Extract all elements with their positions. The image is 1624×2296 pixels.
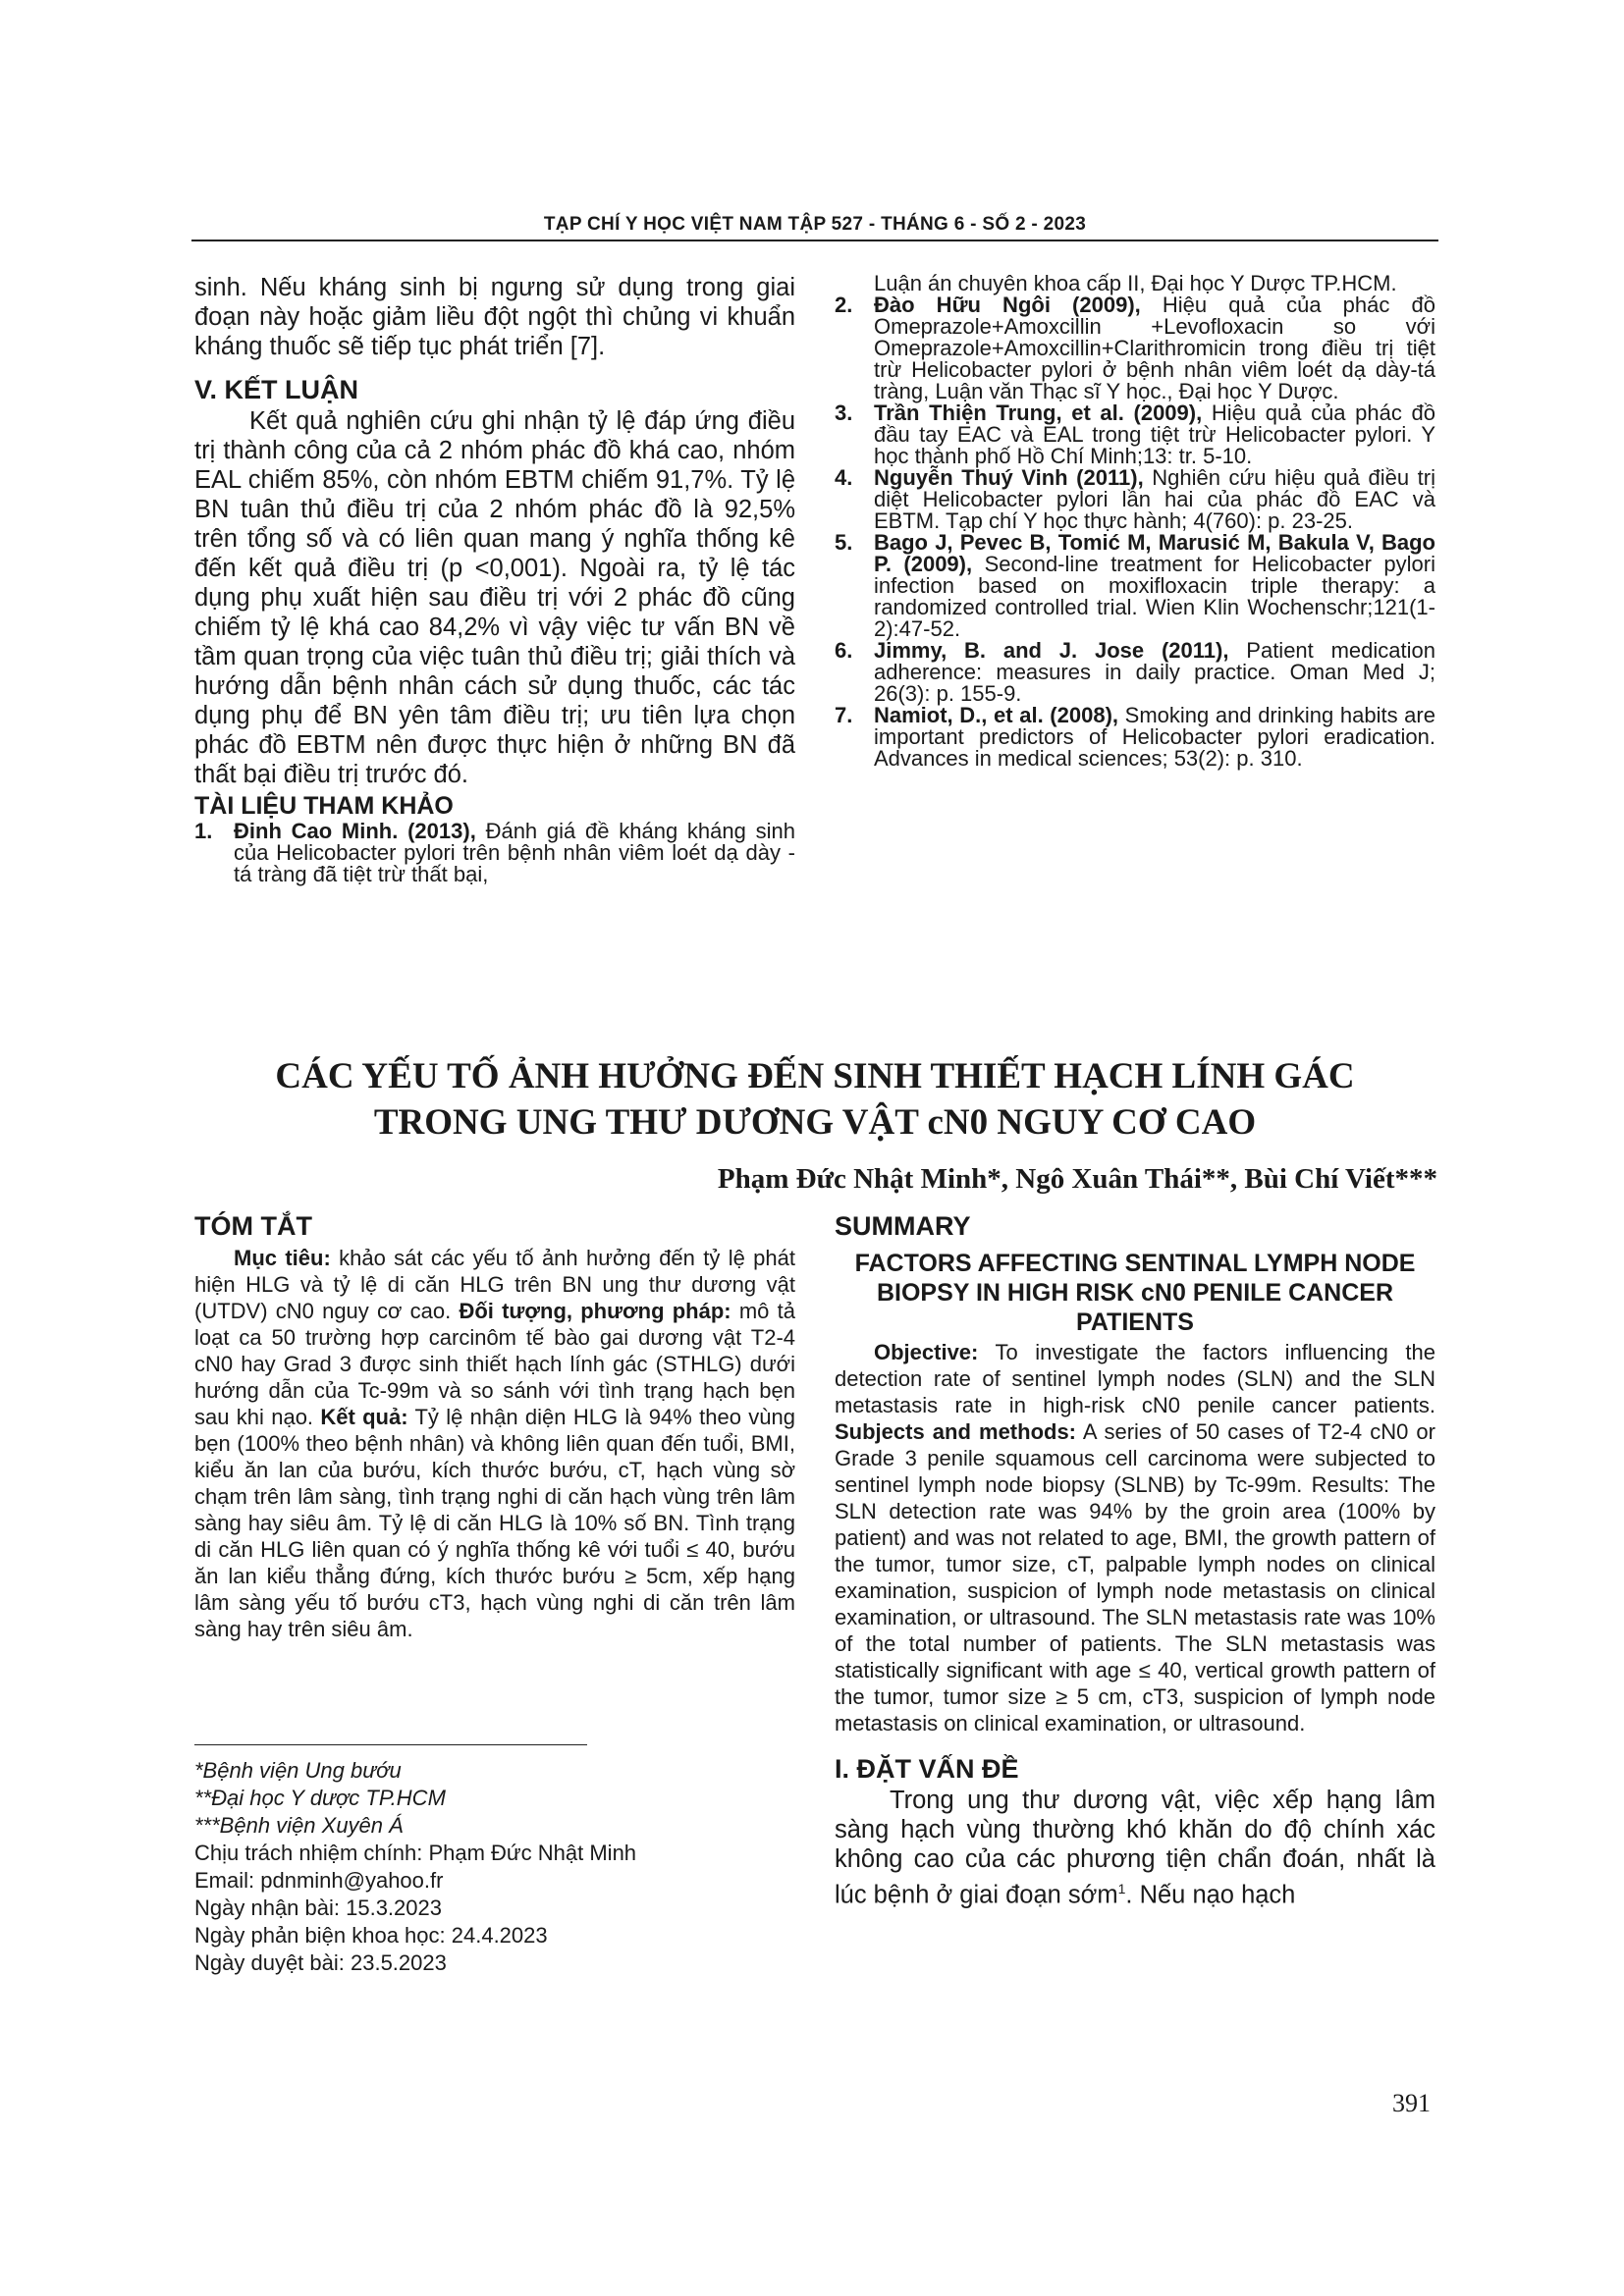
- article-title-line-2: TRONG UNG THƯ DƯƠNG VẬT cN0 NGUY CƠ CAO: [373, 1102, 1257, 1143]
- header-rule: [191, 240, 1438, 241]
- reference-text: [874, 705, 1435, 770]
- reference-detail: Hiệu quả của phác đồ đầu tay EAC và EAL trong tiệt trừ Helicobacter pylori. Y học thành phố Hồ Chí Minh;13: tr. 5-10.: [874, 400, 1435, 468]
- objective-text: khảo sát các yếu tố ảnh hưởng đến tỷ lệ phát hiện HLG và tỷ lệ di căn HLG trên BN ung thư dương vật (UTDV) cN0 nguy cơ cao.: [194, 1246, 795, 1323]
- reference-number: 6.: [835, 638, 853, 663]
- reference-number: 5.: [835, 530, 853, 555]
- article-title-line-1: CÁC YẾU TỐ ẢNH HƯỞNG ĐẾN SINH THIẾT HẠCH LÍNH GÁC: [275, 1056, 1355, 1096]
- summary-title: FACTORS AFFECTING SENTINAL LYMPH NODE BIOPSY IN HIGH RISK cN0 PENILE CANCER PATIENTS: [854, 1250, 1416, 1336]
- reference-detail: Nghiên cứu hiệu quả điều trị diệt Helicobacter pylori lần hai của phác đồ EAC và EBTM. Tạp chí Y học thực hành; 4(760): p. 23-25.: [874, 465, 1435, 533]
- conclusion-heading: V. KẾT LUẬN: [194, 375, 359, 404]
- references-right-column: [835, 273, 1435, 770]
- reference-number: 3.: [835, 400, 853, 425]
- reference-text: [234, 821, 795, 885]
- reference-authors: Namiot, D., et al. (2008),: [874, 703, 1119, 727]
- date-reviewed: Ngày phản biện khoa học: 24.4.2023: [194, 1923, 548, 1948]
- reference-continued: Luận án chuyên khoa cấp II, Đại học Y Dược TP.HCM.: [874, 271, 1397, 295]
- affiliation-1: *Bệnh viện Ung bướu: [194, 1758, 402, 1783]
- abstract-vi-body: [194, 1245, 795, 1642]
- article-authors: Phạm Đức Nhật Minh*, Ngô Xuân Thái**, Bùi Chí Viết***: [717, 1163, 1437, 1195]
- reference-text: [874, 294, 1435, 402]
- reference-detail: Hiệu quả của phác đồ Omeprazole+Amoxcillin +Levofloxacin so với Omeprazole+Amoxcillin+Clarithromicin trong điều trị tiệt trừ Helicobacter pylori ở bệnh nhân viêm loét dạ dày-tá tràng, Luận văn Thạc sĩ Y học., Đại học Y Dược.: [874, 293, 1435, 403]
- abstract-vi-heading: TÓM TẮT: [194, 1211, 312, 1241]
- footnote-rule: [194, 1744, 587, 1745]
- reference-authors: Đinh Cao Minh. (2013),: [234, 819, 476, 843]
- conclusion-paragraph: Kết quả nghiên cứu ghi nhận tỷ lệ đáp ứng điều trị thành công của cả 2 nhóm phác đồ khá cao, nhóm EAL chiếm 85%, còn nhóm EBTM chiếm 91,7%. Tỷ lệ BN tuân thủ điều trị của 2 nhóm phác đồ là 92,5% trên tổng số và có liên quan mang ý nghĩa thống kê đến kết quả điều trị (p <0,001). Ngoài ra, tỷ lệ tác dụng phụ xuất hiện sau điều trị với 2 phác đồ cũng chiếm tỷ lệ khá cao 84,2% vì vậy việc tư vấn BN về tầm quan trọng của việc tuân thủ điều trị; giải thích và hướng dẫn bệnh nhân cách sử dụng thuốc, các tác dụng phụ để BN yên tâm điều trị; ưu tiên lựa chọn phác đồ EBTM nên được thực hiện ở những BN đã thất bại điều trị trước đó.: [194, 407, 795, 788]
- reference-authors: Trần Thiện Trung, et al. (2009),: [874, 400, 1203, 425]
- reference-authors: Nguyễn Thuý Vinh (2011),: [874, 465, 1144, 490]
- results-text: Tỷ lệ nhận diện HLG là 94% theo vùng bẹn (100% theo bệnh nhân) và không liên quan đến tuổi, BMI, kiểu ăn lan của bướu, kích thước bướu, cT, hạch vùng sờ chạm trên lâm sàng, tình trạng nghi di căn hạch vùng trên lâm sàng hay siêu âm. Tỷ lệ di căn HLG là 10% số BN. Tình trạng di căn HLG liên quan có ý nghĩa thống kê với tuổi ≤ 40, bướu ăn lan kiểu thẳng đứng, kích thước bướu ≥ 5cm, xếp hạng lâm sàng yếu tố bướu cT3, hạch vùng nghi di căn trên lâm sàng hay trên siêu âm.: [194, 1405, 795, 1641]
- affiliation-3: ***Bệnh viện Xuyên Á: [194, 1813, 404, 1838]
- citation-superscript: 1: [1117, 1881, 1126, 1896]
- reference-number: 7.: [835, 703, 853, 727]
- reference-item: [835, 467, 1435, 532]
- references-heading: TÀI LIỆU THAM KHẢO: [194, 792, 454, 820]
- author-email: Email: pdnminh@yahoo.fr: [194, 1868, 444, 1893]
- journal-header: TẠP CHÍ Y HỌC VIỆT NAM TẬP 527 - THÁNG 6 - SỐ 2 - 2023: [543, 214, 1087, 235]
- reference-detail: Smoking and drinking habits are important predictors of Helicobacter pylori eradication. Advances in medical sciences; 53(2): p. 310.: [874, 703, 1435, 771]
- reference-text: [874, 640, 1435, 705]
- objective-label: Mục tiêu:: [234, 1246, 331, 1270]
- summary-heading: SUMMARY: [835, 1211, 971, 1241]
- en-methods-text: A series of 50 cases of T2-4 cN0 or Grade 3 penile squamous cell carcinoma were subjected to sentinel lymph node biopsy (SLNB) by Tc-99m. Results: The SLN detection rate was 94% by the groin area (100% by patient) and was not related to age, BMI, the growth pattern of the tumor, tumor size, cT, palpable lymph nodes on clinical examination, suspicion of lymph node metastasis on clinical examination, or ultrasound. The SLN metastasis rate was 10% of the total number of patients. The SLN metastasis was statistically significant with age ≤ 40, vertical growth pattern of the tumor, tumor size ≥ 5 cm, cT3, suspicion of lymph node metastasis on clinical examination, or ultrasound.: [835, 1419, 1435, 1735]
- reference-text: [874, 532, 1435, 640]
- intro-heading: I. ĐẶT VẤN ĐỀ: [835, 1754, 1019, 1784]
- reference-detail: Second-line treatment for Helicobacter pylori infection based on moxifloxacin triple therapy: a randomized controlled trial. Wien Klin Wochenschr;121(1-2):47-52.: [874, 552, 1435, 641]
- methods-label: Đối tượng, phương pháp:: [459, 1299, 731, 1323]
- intro-paragraph: Trong ung thư dương vật, việc xếp hạng lâm sàng hạch vùng thường khó khăn do độ chính xác không cao của các phương tiện chẩn đoán, nhất là lúc bệnh ở giai đoạn sớm$^1$. Nếu nạo hạch: [835, 1787, 1435, 1909]
- en-objective-text: To investigate the factors influencing the detection rate of sentinel lymph nodes (SLN) and the SLN metastasis rate in high-risk cN0 penile cancer patients.: [835, 1340, 1435, 1417]
- summary-body: [835, 1339, 1435, 1736]
- abstract-vi: [194, 1209, 795, 1642]
- reference-item: [835, 532, 1435, 640]
- reference-authors: Đào Hữu Ngôi (2009),: [874, 293, 1141, 317]
- reference-item: [835, 402, 1435, 467]
- reference-authors: Jimmy, B. and J. Jose (2011),: [874, 638, 1229, 663]
- en-objective-label: Objective:: [874, 1340, 979, 1364]
- date-accepted: Ngày duyệt bài: 23.5.2023: [194, 1950, 447, 1975]
- reference-number: 4.: [835, 465, 853, 490]
- page-number: 391: [1392, 2089, 1431, 2117]
- reference-text: [874, 467, 1435, 532]
- reference-authors: Bago J, Pevec B, Tomić M, Marusić M, Bakula V, Bago P. (2009),: [874, 530, 1435, 576]
- date-received: Ngày nhận bài: 15.3.2023: [194, 1896, 442, 1920]
- reference-item: [194, 821, 795, 885]
- affiliation-2: **Đại học Y dược TP.HCM: [194, 1786, 446, 1810]
- results-label: Kết quả:: [320, 1405, 408, 1429]
- reference-detail: Đánh giá đề kháng kháng sinh của Helicobacter pylori trên bệnh nhân viêm loét dạ dày - tá tràng đã tiệt trừ thất bại,: [234, 819, 795, 886]
- reference-item: [835, 705, 1435, 770]
- summary-en: [835, 1209, 1435, 1910]
- reference-item: [835, 294, 1435, 402]
- paragraph-continued: sinh. Nếu kháng sinh bị ngưng sử dụng trong giai đoạn này hoặc giảm liều đột ngột thì chủng vi khuẩn kháng thuốc sẽ tiếp tục phát triển [7].: [194, 274, 795, 360]
- reference-number: 1.: [194, 819, 213, 843]
- corresponding-author: Chịu trách nhiệm chính: Phạm Đức Nhật Minh: [194, 1841, 637, 1865]
- methods-text: mô tả loạt ca 50 trường hợp carcinôm tế bào gai dương vật T2-4 cN0 hay Grad 3 được sinh thiết hạch lính gác (STHLG) dưới hướng dẫn của Tc-99m và so sánh với tình trạng hạch bẹn sau khi nạo.: [194, 1299, 795, 1429]
- reference-detail: Patient medication adherence: measures in daily practice. Oman Med J; 26(3): p. 155-9.: [874, 638, 1435, 706]
- reference-text: [874, 402, 1435, 467]
- en-methods-label: Subjects and methods:: [835, 1419, 1077, 1444]
- reference-item: [835, 640, 1435, 705]
- author-footnotes: [194, 1757, 795, 1977]
- prev-article-left-column: [194, 273, 795, 885]
- reference-number: 2.: [835, 293, 853, 317]
